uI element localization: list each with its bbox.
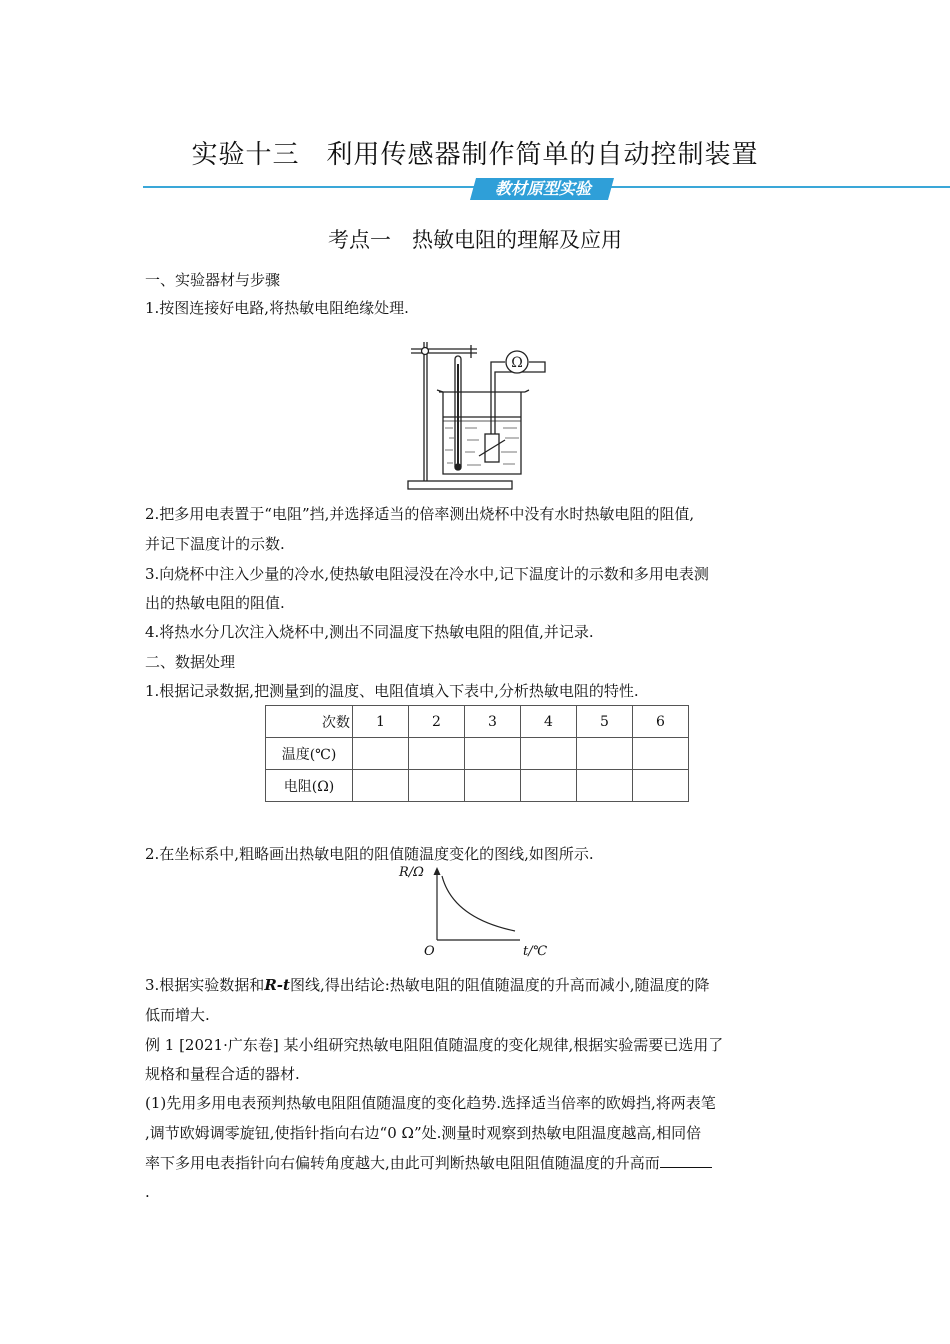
example-line-1: 例 1 [2021·广东卷] 某小组研究热敏电阻阻值随温度的变化规律,根据实验需要已选用了 [145, 1036, 724, 1054]
y-axis-arrow [434, 867, 441, 875]
step-2-line-1: 2.把多用电表置于“电阻”挡,并选择适当的倍率测出烧杯中没有水时热敏电阻的阻值, [145, 505, 695, 523]
question-1-line-2: ,调节欧姆调零旋钮,使指针指向右边“0 Ω”处.测量时观察到热敏电阻温度越高,相同倍 [145, 1124, 702, 1142]
procedure-2: 2.在坐标系中,粗略画出热敏电阻的阻值随温度变化的图线,如图所示. [145, 845, 594, 863]
rt-term: R-t [264, 976, 290, 994]
procedure-3-line-2: 低而增大. [145, 1006, 210, 1024]
row-label-temperature: 温度(℃) [266, 738, 353, 770]
procedure-3-text-a: 3.根据实验数据和 [145, 976, 265, 994]
rt-graph [395, 862, 560, 962]
data-table [265, 705, 689, 802]
origin-label: O [424, 944, 435, 959]
table-header-cell: 4 [521, 706, 577, 738]
table-row [266, 770, 689, 802]
row-label-resistance: 电阻(Ω) [266, 770, 353, 802]
table-header-cell: 5 [577, 706, 633, 738]
procedure-3-text-b: 图线,得出结论:热敏电阻的阻值随温度的升高而减小,随温度的降 [289, 976, 710, 994]
table-header-cell: 1 [353, 706, 409, 738]
question-1-text: 率下多用电表指针向右偏转角度越大,由此可判断热敏电阻阻值随温度的升高而 [145, 1154, 660, 1172]
section-heading-1: 一、实验器材与步骤 [145, 271, 281, 289]
section-heading-2: 二、数据处理 [145, 653, 236, 671]
table-row [266, 738, 689, 770]
question-1-line-1: (1)先用多用电表预判热敏电阻阻值随温度的变化趋势.选择适当倍率的欧姆挡,将两表笔 [145, 1094, 716, 1112]
table-row [266, 706, 689, 738]
table-header-cell: 3 [465, 706, 521, 738]
question-1-line-4: . [145, 1183, 150, 1201]
banner-label: 教材原型实验 [494, 179, 591, 198]
step-2-line-2: 并记下温度计的示数. [145, 535, 285, 553]
step-1: 1.按图连接好电路,将热敏电阻绝缘处理. [145, 299, 409, 317]
procedure-1: 1.根据记录数据,把测量到的温度、电阻值填入下表中,分析热敏电阻的特性. [145, 682, 639, 700]
ohmmeter-symbol: Ω [511, 355, 523, 371]
y-axis-label: R/Ω [399, 865, 424, 880]
rt-curve [442, 876, 515, 931]
procedure-3-line-1 [145, 971, 710, 1000]
answer-blank[interactable] [660, 1153, 712, 1168]
step-3-line-2: 出的热敏电阻的阻值. [145, 594, 285, 612]
table-header-cell: 6 [633, 706, 689, 738]
table-header-cell: 2 [409, 706, 465, 738]
x-axis-label: t/℃ [523, 944, 548, 959]
example-line-2: 规格和量程合适的器材. [145, 1065, 300, 1083]
question-1-line-3 [145, 1149, 712, 1178]
section-subtitle: 考点一 热敏电阻的理解及应用 [328, 228, 622, 252]
apparatus-figure [405, 320, 550, 495]
step-3-line-1: 3.向烧杯中注入少量的冷水,使热敏电阻浸没在冷水中,记下温度计的示数和多用电表测 [145, 565, 709, 583]
step-4: 4.将热水分几次注入烧杯中,测出不同温度下热敏电阻的阻值,并记录. [145, 623, 594, 641]
page-title: 实验十三 利用传感器制作简单的自动控制装置 [191, 140, 759, 170]
table-header-cell: 次数 [266, 706, 353, 738]
